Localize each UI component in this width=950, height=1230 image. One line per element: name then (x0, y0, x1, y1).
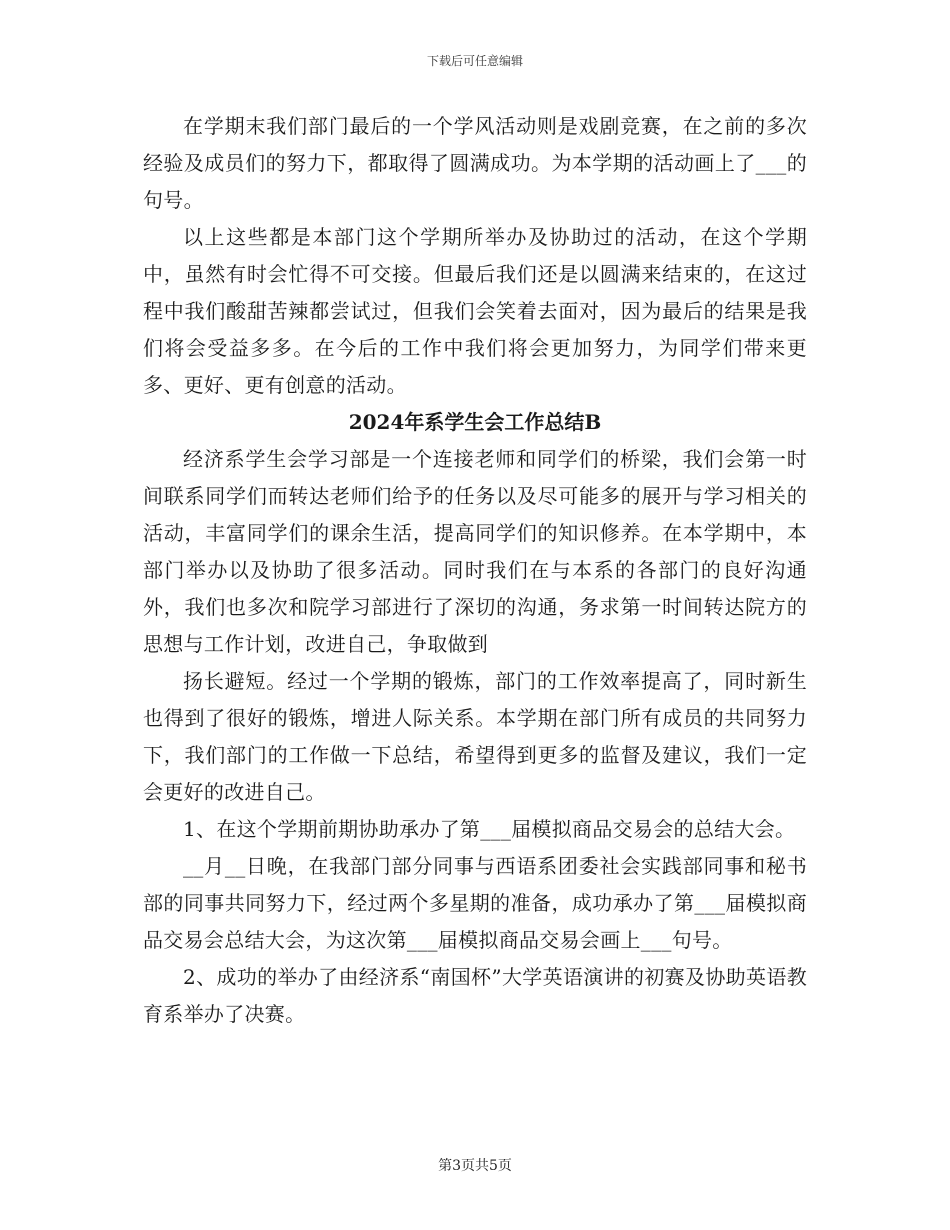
document-body (143, 108, 807, 1033)
paragraph-study-dept-intro: 经济系学生会学习部是一个连接老师和同学们的桥梁，我们会第一时间联系同学们而转达老师们给予的任务以及尽可能多的展开与学习相关的活动，丰富同学们的课余生活，提高同学们的知识修养。在本学期中，本部门举办以及协助了很多活动。同时我们在与本系的各部门的良好沟通外，我们也多次和院学习部进行了深切的沟通，务求第一时间转达院方的思想与工作计划，改进自己，争取做到 (143, 447, 807, 656)
paragraph-item-2: 2、成功的举办了由经济系“南国杯”大学英语演讲的初赛及协助英语教育系举办了决赛。 (143, 965, 807, 1026)
section-title: 2024年系学生会工作总结B (348, 410, 602, 434)
paragraph-strengths: 扬长避短。经过一个学期的锻炼，部门的工作效率提高了，同时新生也得到了很好的锻炼，增进人际关系。本学期在部门所有成员的共同努力下，我们部门的工作做一下总结，希望得到更多的监督及建议，我们一定会更好的改进自己。 (143, 669, 807, 804)
page-footer: 第3页共5页 (438, 1158, 512, 1174)
paragraph-summary: 以上这些都是本部门这个学期所举办及协助过的活动，在这个学期中，虽然有时会忙得不可交接。但最后我们还是以圆满来结束的，在这过程中我们酸甜苦辣都尝试过，但我们会笑着去面对，因为最后的结果是我们将会受益多多。在今后的工作中我们将会更加努力，为同学们带来更多、更好、更有创意的活动。 (143, 225, 807, 397)
paragraph-trade-fair: __月__日晚，在我部门部分同事与西语系团委社会实践部同事和秘书部的同事共同努力下，经过两个多星期的准备，成功承办了第___届模拟商品交易会总结大会，为这次第___届模拟商品交易会画上___句号。 (143, 854, 807, 952)
paragraph-item-1: 1、在这个学期前期协助承办了第___届模拟商品交易会的总结大会。 (183, 817, 796, 841)
paragraph-drama-contest: 在学期末我们部门最后的一个学风活动则是戏剧竞赛，在之前的多次经验及成员们的努力下，都取得了圆满成功。为本学期的活动画上了___的句号。 (143, 114, 807, 212)
page-header: 下载后可任意编辑 (426, 54, 523, 68)
